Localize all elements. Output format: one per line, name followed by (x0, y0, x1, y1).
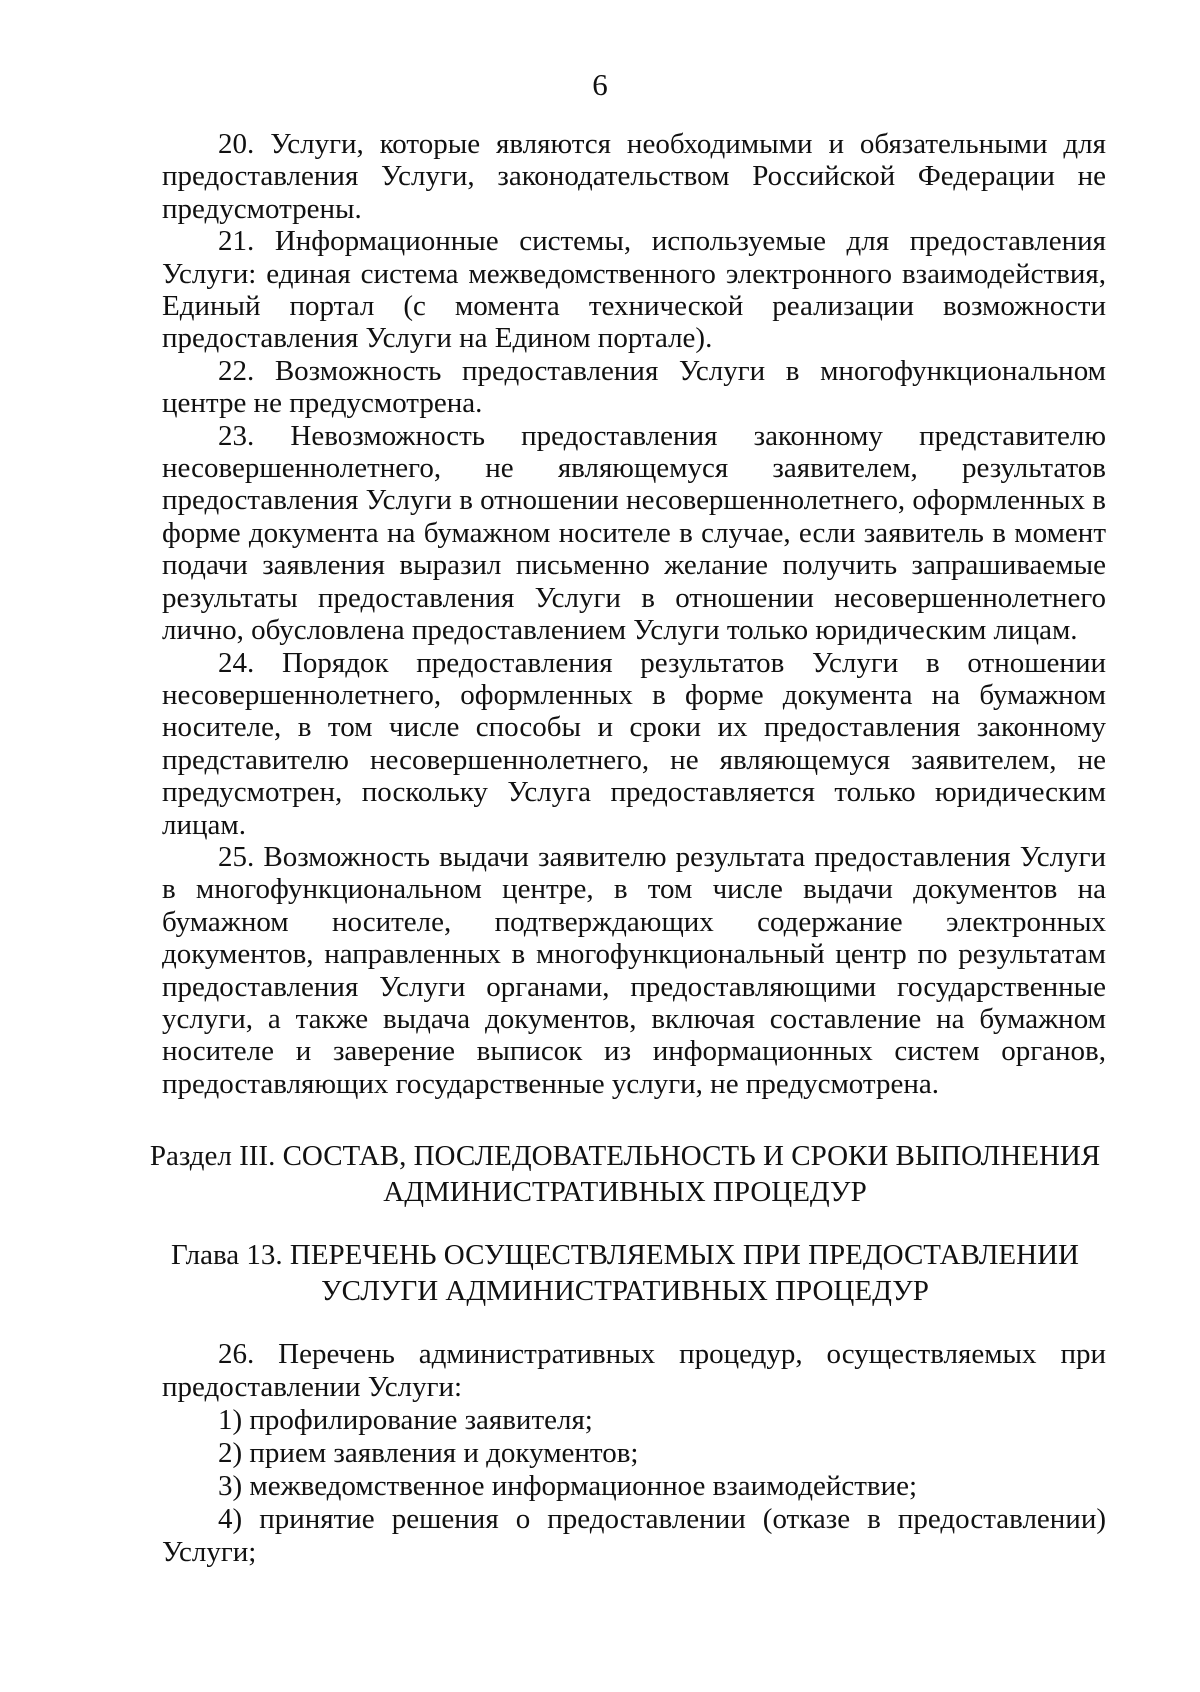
paragraph-20: 20. Услуги, которые являются необходимыми и обязательными для предоставления Услуги, законодательством Российской Федерации не предусмотрены. (162, 128, 1106, 225)
section-heading (140, 1138, 1110, 1210)
section-heading-line-1: Раздел III. СОСТАВ, ПОСЛЕДОВАТЕЛЬНОСТЬ И СРОКИ ВЫПОЛНЕНИЯ (149, 1140, 1101, 1172)
chapter-heading-line-2: УСЛУГИ АДМИНИСТРАТИВНЫХ ПРОЦЕДУР (321, 1275, 929, 1307)
paragraph-22: 22. Возможность предоставления Услуги в многофункциональном центре не предусмотрена. (162, 354, 1106, 420)
list-item: 3) межведомственное информационное взаимодействие; (218, 1470, 918, 1502)
list-item: 2) прием заявления и документов; (218, 1437, 639, 1469)
chapter-heading (140, 1237, 1110, 1309)
paragraph-21: 21. Информационные системы, используемые для предоставления Услуги: единая система межведомственного электронного взаимодействия, Единый портал (с момента технической реализации возможности предоставления Услуги на Едином портале). (162, 225, 1106, 355)
document-body (162, 128, 1106, 1100)
chapter-heading-line-1: Глава 13. ПЕРЕЧЕНЬ ОСУЩЕСТВЛЯЕМЫХ ПРИ ПРЕДОСТАВЛЕНИИ (171, 1239, 1079, 1271)
section-heading-line-2: АДМИНИСТРАТИВНЫХ ПРОЦЕДУР (383, 1176, 867, 1208)
paragraph-26: 26. Перечень административных процедур, осуществляемых при предоставлении Услуги: (162, 1338, 1106, 1403)
list-item: 1) профилирование заявителя; (218, 1404, 593, 1436)
procedures-list (162, 1338, 1106, 1569)
list-item: 4) принятие решения о предоставлении (отказе в предоставлении) Услуги; (162, 1503, 1106, 1568)
paragraph-25: 25. Возможность выдачи заявителю результата предоставления Услуги в многофункциональном центре, в том числе выдачи документов на бумажном носителе, подтверждающих содержание электронных документов, направленных в многофункциональный центр по результатам предоставления Услуги органами, предоставляющими государственные услуги, а также выдача документов, включая составление на бумажном носителе и заверение выписок из информационных систем органов, предоставляющих государственные услуги, не предусмотрена. (162, 840, 1106, 1100)
paragraph-24: 24. Порядок предоставления результатов Услуги в отношении несовершеннолетнего, оформленных в форме документа на бумажном носителе, в том числе способы и сроки их предоставления законному представителю несовершеннолетнего, не являющемуся заявителем, не предусмотрен, поскольку Услуга предоставляется только юридическим лицам. (162, 646, 1106, 841)
page-number: 6 (592, 67, 608, 102)
paragraph-23: 23. Невозможность предоставления законному представителю несовершеннолетнего, не являющемуся заявителем, результатов предоставления Услуги в отношении несовершеннолетнего, оформленных в форме документа на бумажном носителе в случае, если заявитель в момент подачи заявления выразил письменно желание получить запрашиваемые результаты предоставления Услуги в отношении несовершеннолетнего лично, обусловлена предоставлением Услуги только юридическим лицам. (162, 419, 1106, 647)
